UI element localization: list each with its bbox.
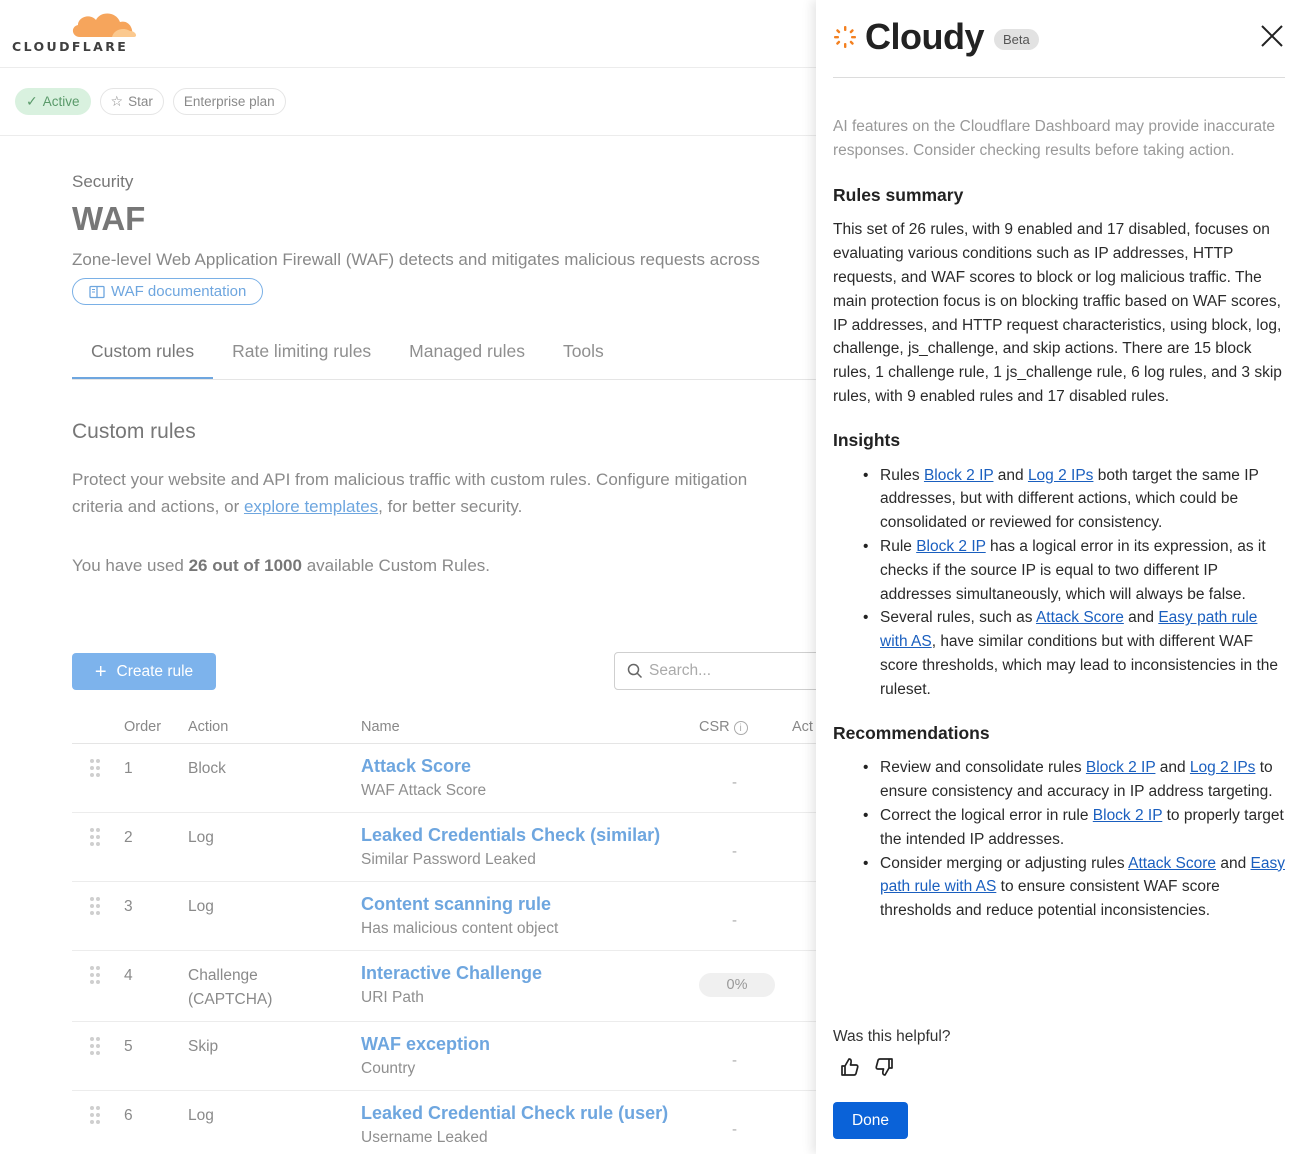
rule-link-block-2-ip[interactable]: Block 2 IP — [916, 537, 986, 555]
cloud-logo-icon — [68, 9, 148, 39]
table-body — [72, 744, 816, 1154]
drag-handle-icon[interactable] — [90, 827, 102, 851]
table-row[interactable] — [72, 744, 816, 813]
star-icon: ☆ — [110, 93, 124, 109]
rule-link-block-2-ip[interactable]: Block 2 IP — [923, 466, 994, 484]
description-text-end: , for better security. — [378, 497, 523, 516]
text: both target the same IP addresses, but with different actions, which could be consolidated or reviewed for consistency. — [880, 466, 1259, 532]
panel-body — [833, 115, 1288, 923]
text: and — [993, 466, 1028, 484]
star-label: Star — [128, 94, 153, 109]
insights-heading: Insights — [833, 429, 901, 450]
rule-name-link[interactable]: WAF exception — [361, 1034, 491, 1054]
top-bar — [0, 0, 816, 68]
recommendations-list — [863, 756, 1288, 923]
rule-name-link[interactable]: Content scanning rule — [361, 894, 552, 914]
plan-badge[interactable] — [173, 88, 286, 115]
page-description: Zone-level Web Application Firewall (WAF) detects and mitigates malicious requests across — [72, 250, 760, 269]
action-cell: Log — [188, 1107, 214, 1124]
feedback-buttons — [840, 1057, 894, 1077]
column-name[interactable]: Name — [361, 719, 400, 735]
recommendations-heading: Recommendations — [833, 722, 990, 743]
zone-status-bar — [0, 68, 816, 136]
drag-handle-icon[interactable] — [90, 896, 102, 920]
beta-badge: Beta — [994, 29, 1039, 50]
active-status-pill[interactable] — [15, 88, 91, 115]
active-label: Active — [42, 94, 80, 109]
cloudy-ai-panel — [816, 0, 1300, 1154]
action-cell: Skip — [188, 1038, 219, 1055]
action-cell-line2: (CAPTCHA) — [188, 991, 273, 1008]
create-rule-button[interactable] — [72, 653, 216, 690]
csr-value: - — [732, 912, 737, 929]
section-heading: Custom rules — [72, 420, 196, 443]
section-description — [72, 466, 772, 520]
order-cell: 4 — [124, 967, 133, 984]
sparkle-icon — [833, 25, 857, 49]
rule-expression: Username Leaked — [361, 1129, 488, 1146]
check-icon: ✓ — [26, 93, 38, 109]
tab-managed-rules[interactable]: Managed rules — [409, 341, 525, 361]
insights-list — [863, 464, 1288, 702]
csr-value: - — [732, 1121, 737, 1138]
cloudflare-logo[interactable] — [12, 10, 142, 58]
rules-summary-text: This set of 26 rules, with 9 enabled and 17 disabled, focuses on evaluating various conditions such as IP addresses, HTTP requests, and WAF scores to block or log malicious traffic. The main protection focus is on blocking traffic based on WAF scores, IP addresses, and HTTP request characteristics, using block, log, challenge, js_challenge, and skip actions. There are 15 block rules, 1 challenge rule, 1 js_challenge rule, 6 log rules, and 3 skip rules, with 9 enabled rules and 17 disabled rules. — [833, 221, 1282, 405]
panel-title: Cloudy — [865, 16, 984, 57]
plan-label: Enterprise plan — [183, 94, 275, 109]
list-item — [863, 606, 1288, 701]
description-text: Protect your website and API from malicious traffic with custom rules. Configure mitigation criteria and actions, or — [72, 470, 748, 516]
table-row[interactable] — [72, 813, 816, 882]
order-cell: 5 — [124, 1038, 133, 1055]
usage-text — [72, 556, 816, 576]
rule-link-attack-score[interactable]: Attack Score — [1035, 609, 1124, 627]
csr-value: - — [732, 843, 737, 860]
csr-label: CSR — [699, 719, 730, 735]
doc-link-label: WAF documentation — [111, 283, 247, 300]
order-cell: 2 — [124, 829, 133, 846]
info-icon: i — [734, 721, 748, 735]
drag-handle-icon[interactable] — [90, 965, 102, 989]
feedback-prompt: Was this helpful? — [833, 1028, 951, 1045]
star-button[interactable] — [100, 88, 164, 115]
drag-handle-icon[interactable] — [90, 758, 102, 782]
column-actions[interactable]: Act — [792, 719, 813, 735]
text: to properly target the intended IP addresses. — [880, 806, 1284, 848]
column-csr[interactable] — [699, 719, 748, 735]
rule-link-easy-path-rule[interactable]: Easy path rule with AS — [880, 854, 1285, 896]
thumbs-up-icon[interactable] — [840, 1057, 860, 1077]
column-action[interactable]: Action — [188, 719, 229, 735]
explore-templates-link[interactable]: explore templates — [243, 497, 379, 516]
tab-rate-limiting-rules[interactable]: Rate limiting rules — [232, 341, 372, 361]
book-icon — [89, 285, 105, 299]
search-input[interactable] — [614, 652, 816, 690]
list-item — [863, 756, 1288, 804]
csr-badge: 0% — [699, 973, 775, 997]
create-rule-label: Create rule — [116, 662, 194, 680]
text: Several rules, such as — [880, 609, 1036, 627]
text: has a logical error in its expression, as it checks if the source IP is equal to two different IP addresses simultaneously, which will always be false. — [880, 537, 1266, 603]
panel-divider — [833, 77, 1285, 78]
search-placeholder: Search... — [649, 662, 712, 679]
text: to ensure consistent WAF score thresholds and reduce potential inconsistencies. — [880, 878, 1220, 920]
list-item — [863, 535, 1288, 606]
text: and — [1216, 854, 1251, 872]
thumbs-down-icon[interactable] — [874, 1057, 894, 1077]
rule-expression: Similar Password Leaked — [361, 851, 536, 868]
rule-link-attack-score[interactable]: Attack Score — [1128, 854, 1217, 872]
rule-link-log-2-ips[interactable]: Log 2 IPs — [1189, 759, 1256, 777]
tab-tools[interactable]: Tools — [562, 341, 604, 361]
rule-name-link[interactable]: Interactive Challenge — [361, 963, 543, 983]
search-icon — [627, 663, 643, 679]
action-cell: Log — [188, 898, 214, 915]
order-cell: 6 — [124, 1107, 133, 1124]
action-cell: Log — [188, 829, 214, 846]
table-header — [72, 710, 816, 744]
text: Correct the logical error in rule — [880, 806, 1093, 824]
rule-expression: Country — [361, 1060, 416, 1077]
rule-name-link[interactable]: Leaked Credentials Check (similar) — [361, 825, 661, 845]
order-cell: 3 — [124, 898, 133, 915]
column-order[interactable]: Order — [124, 719, 162, 735]
breadcrumb[interactable]: Security — [72, 172, 134, 191]
main-content — [72, 172, 816, 576]
panel-header — [833, 16, 1039, 58]
rule-link-easy-path-rule[interactable]: Easy path rule with AS — [880, 609, 1258, 651]
waf-tabs — [72, 341, 816, 380]
close-button[interactable] — [1260, 24, 1284, 48]
text: Consider merging or adjusting rules — [880, 854, 1129, 872]
rule-expression: URI Path — [361, 989, 424, 1006]
drag-handle-icon[interactable] — [90, 1105, 102, 1129]
action-cell: Block — [188, 760, 226, 777]
text: Review and consolidate rules — [880, 759, 1086, 777]
text: Rule — [880, 537, 917, 555]
rule-expression: WAF Attack Score — [361, 782, 487, 799]
usage-count: 26 out of 1000 — [188, 556, 302, 575]
text: Rules — [880, 466, 924, 484]
text: and — [1155, 759, 1190, 777]
rule-name-link[interactable]: Leaked Credential Check rule (user) — [361, 1103, 669, 1123]
rules-summary-heading: Rules summary — [833, 184, 964, 205]
logo-text: CLOUDFLARE — [12, 39, 129, 54]
rule-link-block-2-ip[interactable]: Block 2 IP — [1085, 759, 1156, 777]
list-item — [863, 464, 1288, 535]
text: and — [1123, 609, 1159, 627]
done-button[interactable]: Done — [833, 1102, 908, 1139]
rules-table — [72, 710, 816, 1154]
plus-icon: + — [94, 660, 107, 683]
ai-disclaimer: AI features on the Cloudflare Dashboard may provide inaccurate responses. Consider checking results before taking action. — [833, 118, 1275, 159]
text: , have similar conditions but with different WAF score thresholds, which may lead to inconsistencies in the ruleset. — [880, 633, 1279, 698]
usage-prefix: You have used — [72, 556, 189, 575]
waf-documentation-link[interactable] — [72, 278, 263, 305]
close-icon — [1260, 24, 1284, 48]
page-title: WAF — [72, 200, 146, 237]
text: to ensure consistency and accuracy in IP address targeting. — [880, 759, 1273, 801]
rule-expression: Has malicious content object — [361, 920, 559, 937]
action-cell: Challenge — [188, 967, 258, 984]
table-row[interactable] — [72, 1091, 816, 1154]
table-row[interactable] — [72, 951, 816, 1022]
csr-value: - — [732, 774, 737, 791]
rule-name-link[interactable]: Attack Score — [361, 756, 472, 776]
list-item — [863, 852, 1288, 923]
tab-custom-rules[interactable]: Custom rules — [72, 341, 213, 379]
csr-value: - — [732, 1052, 737, 1069]
table-row[interactable] — [72, 882, 816, 951]
rule-link-log-2-ips[interactable]: Log 2 IPs — [1027, 466, 1094, 484]
drag-handle-icon[interactable] — [90, 1036, 102, 1060]
order-cell: 1 — [124, 760, 133, 777]
table-row[interactable] — [72, 1022, 816, 1091]
rule-link-block-2-ip[interactable]: Block 2 IP — [1092, 806, 1163, 824]
usage-suffix: available Custom Rules. — [301, 556, 490, 575]
list-item — [863, 804, 1288, 852]
